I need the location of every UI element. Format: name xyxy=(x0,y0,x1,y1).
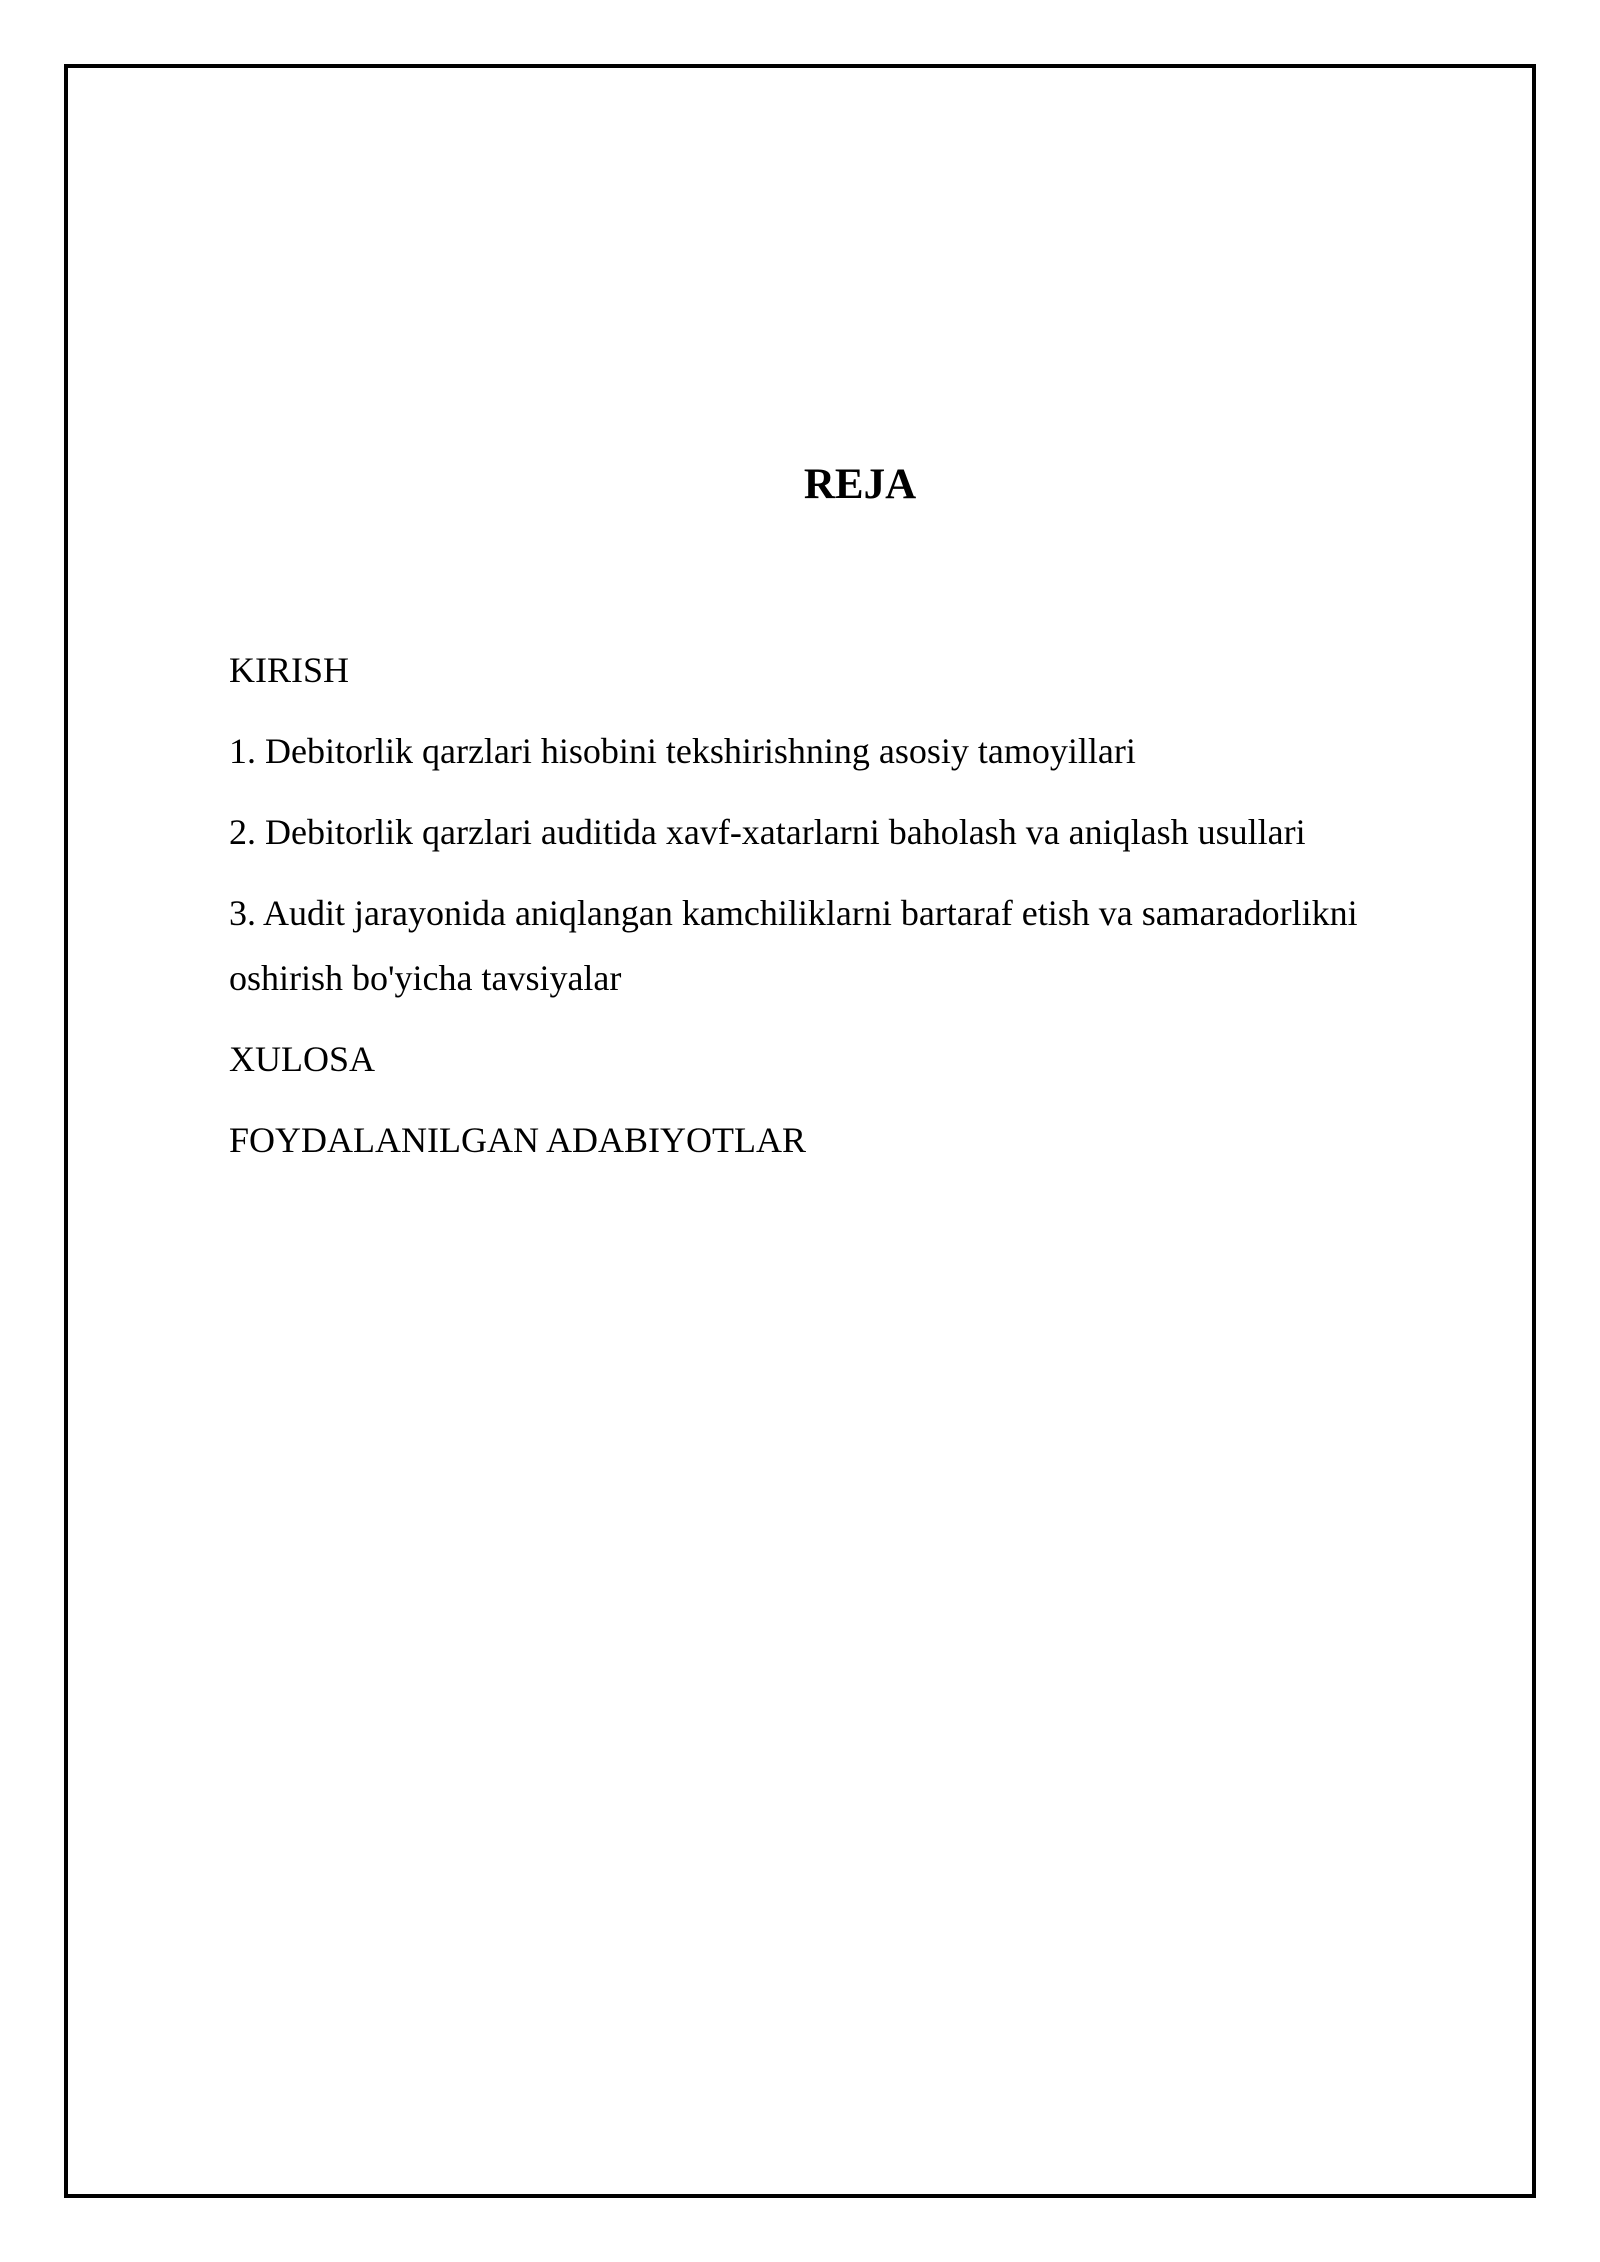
plan-item-references: FOYDALANILGAN ADABIYOTLAR xyxy=(229,1120,806,1160)
plan-item-3: 3. Audit jarayonida aniqlangan kamchiliklarni bartaraf etish va samaradorlikni oshirish bo'yicha tavsiyalar xyxy=(229,893,1358,998)
page-title: REJA xyxy=(803,461,917,508)
plan-item-introduction: KIRISH xyxy=(229,650,350,690)
plan-item-conclusion: XULOSA xyxy=(229,1039,376,1079)
plan-item-2: 2. Debitorlik qarzlari auditida xavf-xatarlarni baholash va aniqlash usullari xyxy=(229,812,1306,852)
plan-item-1: 1. Debitorlik qarzlari hisobini tekshirishning asosiy tamoyillari xyxy=(229,731,1136,771)
plan-list xyxy=(229,638,1469,1189)
